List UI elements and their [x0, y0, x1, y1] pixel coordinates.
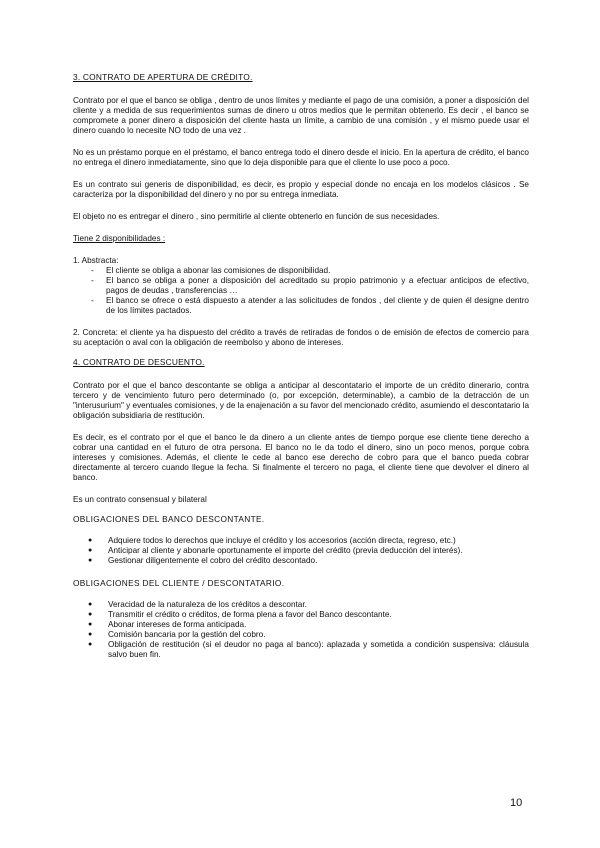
list-item: ● Anticipar al cliente y abonarle oportunamente el importe del crédito (previa deducción del interés).	[88, 546, 463, 555]
section-3-paragraph-4: El objeto no es entregar el dinero , sino permitirle al cliente obtenerlo en función de sus necesidades.	[73, 212, 440, 221]
list-item: - El banco se obliga a poner a disposición del acreditado su propio patrimonio y a efectuar anticipos de efectivo, pagos de deudas , transferencias …	[91, 276, 529, 295]
list-item: ● Abonar intereses de forma anticipada.	[88, 620, 247, 629]
bullet-marker: ●	[88, 641, 93, 648]
abstracta-label: 1. Abstracta:	[73, 256, 119, 265]
bullet-marker: ●	[88, 621, 93, 628]
section-3-paragraph-1: Contrato por el que el banco se obliga , dentro de unos límites y mediante el pago de una comisión, a poner a disposición del cliente y a medida de sus requerimientos sumas de dinero u otros medios que le permitan obtenerlo. Es decir , el banco se compromete a poner dinero a disposición del cliente hasta un límite, a cambio de una comisión , y el mismo puede usar el dinero cuando lo necesite NO todo de una vez .	[73, 96, 529, 135]
section-3-paragraph-2: No es un préstamo porque en el préstamo, el banco entrega todo el dinero desde el inicio. En la apertura de crédito, el banco no entrega el dinero inmediatamente, sino que lo deja disponible para que el cliente lo use poco a poco.	[73, 148, 529, 167]
dash-marker: -	[91, 266, 94, 275]
abstracta-list	[73, 266, 529, 316]
section-4-heading: 4. CONTRATO DE DESCUENTO.	[73, 357, 205, 367]
page-number: 10	[510, 797, 523, 809]
section-3-heading: 3. CONTRATO DE APERTURA DE CRÉDITO.	[73, 72, 253, 82]
list-item: ● Veracidad de la naturaleza de los créditos a descontar.	[88, 600, 307, 609]
list-item: - El cliente se obliga a abonar las comisiones de disponibilidad.	[91, 266, 331, 275]
section-4-paragraph-1: Contrato por el que el banco descontante se obliga a anticipar al descontatario el importe de un crédito dinerario, contra tercero y de vencimiento futuro pero determinado (o, por excepción, determinable), a cambio de la detracción de un "interusurium" y eventuales comisiones, y de la enajenación a su favor del mencionado crédito, asumiendo el descontatario la obligación subsidiaria de restitución.	[73, 381, 529, 420]
bullet-marker: ●	[88, 547, 93, 554]
cliente-obligations-list	[73, 600, 529, 660]
section-3-paragraph-3: Es un contrato sui generis de disponibilidad, es decir, es propio y especial donde no encaja en los modelos clásicos . Se caracteriza por la disponibilidad del dinero y no por su entrega inmediata.	[73, 180, 529, 199]
concreta-paragraph: 2. Concreta: el cliente ya ha dispuesto del crédito a través de retiradas de fondos o de emisión de efectos de comercio para su aceptación o aval con la obligación de reembolso y abono de intereses.	[73, 328, 529, 347]
cliente-obligations-heading: OBLIGACIONES DEL CLIENTE / DESCONTATARIO.	[73, 578, 285, 588]
bullet-marker: ●	[88, 631, 93, 638]
disponibilidades-subheading: Tiene 2 disponibilidades :	[73, 234, 166, 243]
dash-marker: -	[91, 296, 94, 305]
list-item: ● Comisión bancaria por la gestión del cobro.	[88, 630, 266, 639]
banco-obligations-list	[73, 536, 529, 566]
list-item: ● Obligación de restitución (si el deudor no paga al banco): aplazada y sometida a condición suspensiva: cláusula salvo buen fin.	[88, 640, 529, 659]
bullet-marker: ●	[88, 537, 93, 544]
list-item: - El banco se ofrece o está dispuesto a atender a las solicitudes de fondos , del cliente y de quien él designe dentro de los límites pactados.	[91, 296, 529, 315]
bullet-marker: ●	[88, 601, 93, 608]
dash-marker: -	[91, 276, 94, 285]
section-4-paragraph-2: Es decir, es el contrato por el que el banco le da dinero a un cliente antes de tiempo porque ese cliente tiene derecho a cobrar una cantidad en el futuro de otra persona. El banco no le da todo el dinero, sino un poco menos, porque cobra intereses y comisiones. Además, el cliente le cede al banco ese derecho de cobro para que el banco pueda cobrar directamente al tercero cuando llegue la fecha. Si finalmente el tercero no paga, el cliente tiene que devolver el dinero al banco.	[73, 433, 529, 482]
banco-obligations-heading: OBLIGACIONES DEL BANCO DESCONTANTE.	[73, 514, 265, 524]
list-item: ● Transmitir el crédito o créditos, de forma plena a favor del Banco descontante.	[88, 610, 392, 619]
section-4-paragraph-3: Es un contrato consensual y bilateral	[73, 495, 207, 504]
bullet-marker: ●	[88, 557, 93, 564]
list-item: ● Gestionar diligentemente el cobro del crédito descontado.	[88, 556, 318, 565]
document-page	[73, 72, 529, 660]
bullet-marker: ●	[88, 611, 93, 618]
list-item: ● Adquiere todos lo derechos que incluye el crédito y los accesorios (acción directa, regreso, etc.)	[88, 536, 456, 545]
